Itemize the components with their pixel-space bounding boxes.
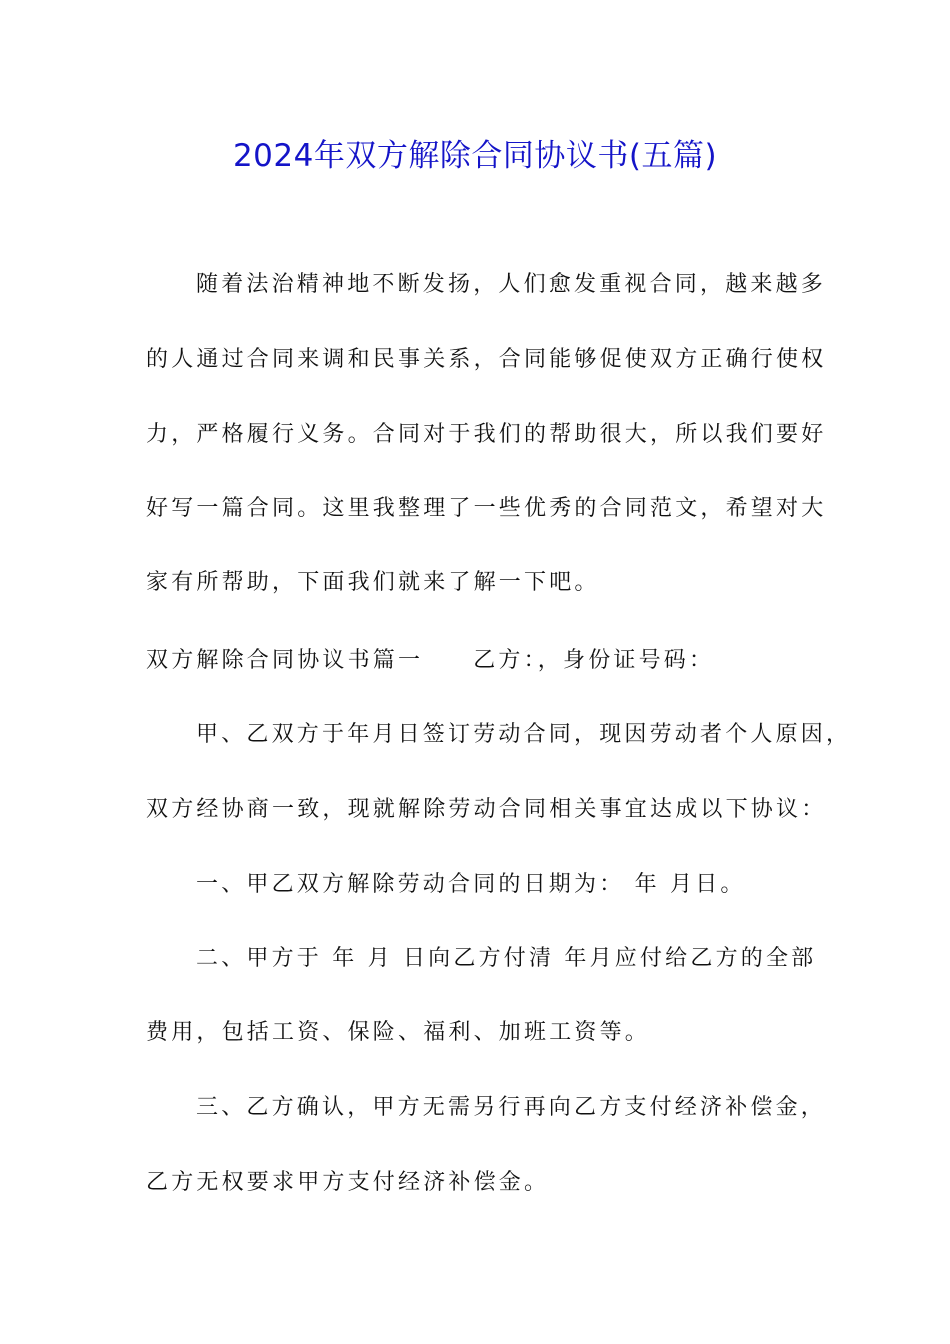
party-b-id-line: 乙方：，身份证号码：	[473, 648, 715, 673]
clause-line: 三、乙方确认，甲方无需另行再向乙方支付经济补偿金，	[196, 1095, 827, 1120]
clause-line: 乙方无权要求甲方支付经济补偿金。	[146, 1170, 550, 1195]
clause-line: 费用，包括工资、保险、福利、加班工资等。	[146, 1020, 651, 1045]
paragraph-line: 双方经协商一致，现就解除劳动合同相关事宜达成以下协议：	[146, 797, 827, 822]
clause-line: 一、甲乙双方解除劳动合同的日期为： 年 月日。	[196, 872, 746, 897]
paragraph-line: 力，严格履行义务。合同对于我们的帮助很大，所以我们要好	[146, 422, 827, 447]
paragraph-line: 好写一篇合同。这里我整理了一些优秀的合同范文，希望对大	[146, 496, 827, 521]
paragraph-line: 的人通过合同来调和民事关系，合同能够促使双方正确行使权	[146, 347, 827, 372]
paragraph-line: 随着法治精神地不断发扬，人们愈发重视合同，越来越多	[196, 272, 827, 297]
document-title: 2024年双方解除合同协议书(五篇)	[232, 138, 718, 174]
clause-line: 二、甲方于 年 月 日向乙方付清 年月应付给乙方的全部	[196, 946, 817, 971]
paragraph-line: 家有所帮助，下面我们就来了解一下吧。	[146, 570, 600, 595]
section-heading: 双方解除合同协议书篇一	[146, 648, 424, 673]
paragraph-line: 甲、乙双方于年月日签订劳动合同，现因劳动者个人原因，	[196, 722, 852, 747]
section-heading-row	[146, 646, 714, 676]
